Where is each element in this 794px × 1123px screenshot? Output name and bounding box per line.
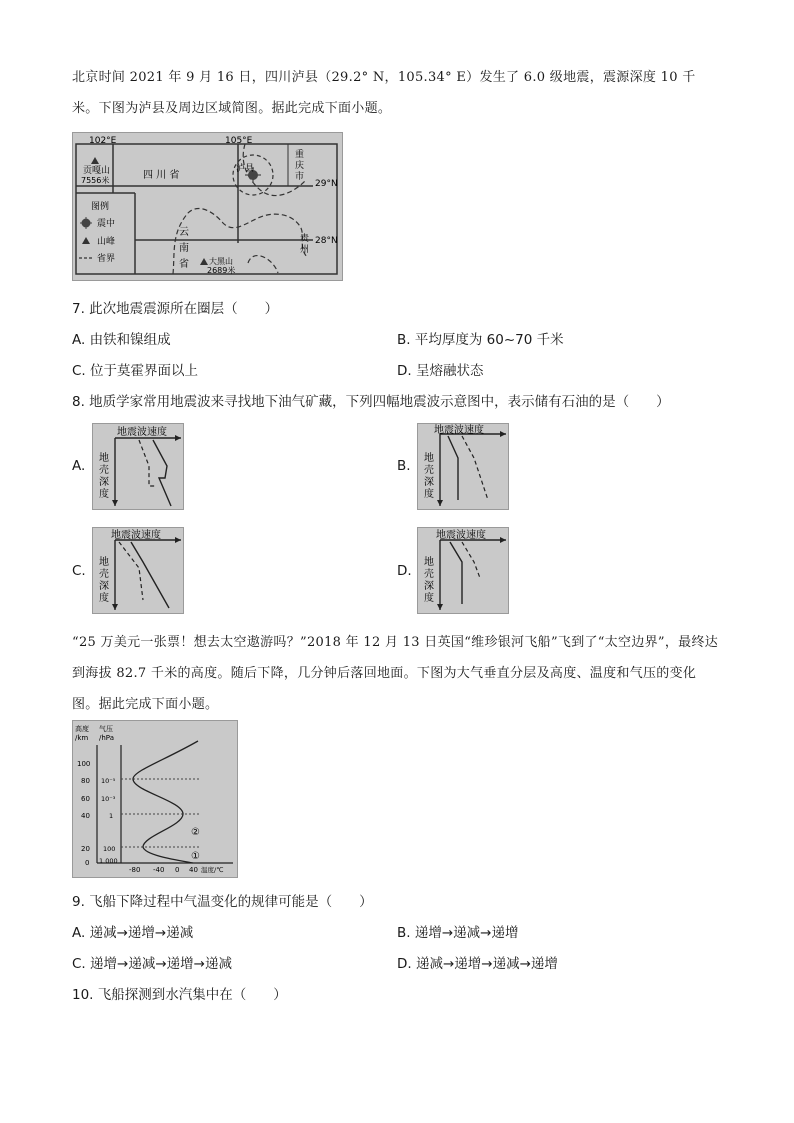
q7-option-b[interactable]: B. 平均厚度为 60~70 千米 [397, 332, 564, 348]
svg-text:0: 0 [85, 859, 90, 867]
svg-text:-80: -80 [129, 866, 141, 874]
q7-option-d[interactable]: D. 呈熔融状态 [397, 363, 484, 379]
svg-text:壳: 壳 [99, 569, 109, 580]
q8-figure-a [92, 423, 184, 510]
svg-text:10⁻⁵: 10⁻⁵ [101, 777, 116, 785]
layer-2-label: ② [191, 827, 200, 838]
q9-option-d[interactable]: D. 递减→递增→递减→递增 [397, 956, 558, 972]
city-chongqing-1: 重 [295, 150, 305, 160]
svg-text:气压: 气压 [99, 725, 113, 733]
q8-figure-c [92, 527, 184, 614]
lat-bottom: 28°N [315, 236, 338, 246]
province-guizhou-2: 州 [300, 245, 310, 255]
p-wave-line [153, 440, 171, 506]
svg-text:40: 40 [81, 812, 90, 820]
svg-text:地: 地 [424, 557, 434, 568]
q8-label-c[interactable]: C. [72, 563, 86, 579]
svg-text:地震波速度: 地震波速度 [436, 530, 486, 541]
layer-1-label: ① [191, 851, 200, 862]
svg-text:1 000: 1 000 [99, 857, 118, 865]
q7-option-c[interactable]: C. 位于莫霍界面以上 [72, 363, 199, 379]
svg-text:地: 地 [424, 453, 434, 464]
s-wave-line [462, 542, 480, 578]
legend-title: 图例 [91, 202, 110, 212]
q9-option-c[interactable]: C. 递增→递减→递增→递减 [72, 956, 232, 972]
svg-text:1: 1 [109, 812, 114, 820]
svg-text:/hPa: /hPa [99, 734, 114, 742]
peak-legend-icon [82, 237, 90, 244]
q8-label-d[interactable]: D. [397, 563, 412, 579]
q8-label-b[interactable]: B. [397, 458, 411, 474]
svg-text:地震波速度: 地震波速度 [111, 530, 161, 541]
svg-text:0: 0 [175, 866, 180, 874]
province-sichuan: 四 川 省 [143, 170, 180, 181]
svg-text:地震波速度: 地震波速度 [434, 425, 484, 436]
q10-stem: 10. 飞船探测到水汽集中在（ ） [72, 987, 287, 1003]
svg-text:深: 深 [99, 477, 109, 488]
svg-text:100: 100 [103, 845, 116, 853]
svg-text:40: 40 [189, 866, 198, 874]
s-wave-line [119, 542, 143, 600]
svg-text:-40: -40 [153, 866, 165, 874]
atmosphere-chart [72, 720, 238, 878]
p-wave-line [450, 542, 462, 604]
q7-stem: 7. 此次地震震源所在圈层（ ） [72, 301, 279, 317]
p-wave-line [448, 436, 458, 500]
svg-text:壳: 壳 [424, 569, 434, 580]
q9-option-a[interactable]: A. 递减→递增→递减 [72, 925, 194, 941]
svg-text:度: 度 [99, 489, 109, 500]
passage-2: “25 万美元一张票！想去太空遨游吗？”2018 年 12 月 13 日英国“维珍银河飞船”飞到了“太空边界”，最终达到海拔 82.7 千米的高度。随后下降，几分钟后落回地面。下图为大气垂直分层及高度、温度和气压的变化图。据此完成下面小题。 [72, 635, 719, 712]
legend-border: 省界 [97, 254, 116, 264]
peak-icon [200, 258, 208, 265]
q9-stem: 9. 飞船下降过程中气温变化的规律可能是（ ） [72, 894, 373, 910]
peak1-name: 贡嘎山 [83, 166, 111, 176]
legend-epicenter: 震中 [97, 219, 116, 229]
svg-text:度: 度 [424, 489, 434, 500]
svg-text:深: 深 [424, 581, 434, 592]
province-guizhou-1: 贵 [300, 234, 310, 244]
lon-right: 105°E [225, 136, 253, 146]
q8-stem: 8. 地质学家常用地震波来寻找地下油气矿藏，下列四幅地震波示意图中，表示储有石油的是（ ） [72, 394, 670, 410]
svg-text:地: 地 [99, 557, 109, 568]
p-wave-line [131, 542, 169, 608]
s-wave-line [139, 440, 155, 486]
province-yunnan-3: 省 [179, 259, 189, 270]
province-yunnan-1: 云 [179, 227, 189, 238]
q8-label-a[interactable]: A. [72, 458, 86, 474]
q9-option-b[interactable]: B. 递增→递减→递增 [397, 925, 519, 941]
peak2-height: 2689米 [207, 266, 236, 275]
svg-text:壳: 壳 [424, 465, 434, 476]
axis-speed: 地震波速度 [117, 427, 167, 438]
svg-text:100: 100 [77, 760, 91, 768]
peak1-height: 7556米 [81, 176, 110, 185]
city-luxian: 泸县 [236, 164, 255, 174]
svg-text:壳: 壳 [99, 465, 109, 476]
svg-text:深: 深 [99, 581, 109, 592]
temperature-curve [133, 741, 198, 863]
lat-top: 29°N [315, 179, 338, 189]
city-chongqing-3: 市 [295, 172, 305, 182]
q8-figure-b [417, 423, 509, 510]
svg-text:/km: /km [75, 734, 89, 742]
peak-icon [91, 157, 99, 164]
svg-text:温度/℃: 温度/℃ [201, 866, 224, 874]
svg-text:10⁻³: 10⁻³ [101, 795, 116, 803]
svg-text:高度: 高度 [75, 725, 89, 733]
svg-text:60: 60 [81, 795, 90, 803]
svg-text:20: 20 [81, 845, 90, 853]
svg-text:深: 深 [424, 477, 434, 488]
passage-1: 北京时间 2021 年 9 月 16 日，四川泸县（29.2° N，105.34° E）发生了 6.0 级地震，震源深度 10 千米。下图为泸县及周边区域简图。据此完成下面小题。 [72, 70, 696, 116]
svg-text:度: 度 [424, 593, 434, 604]
city-chongqing-2: 庆 [295, 161, 305, 171]
q7-option-a[interactable]: A. 由铁和镍组成 [72, 332, 171, 348]
svg-text:度: 度 [99, 593, 109, 604]
luxian-map [72, 132, 343, 281]
svg-text:地: 地 [99, 453, 109, 464]
peak2-name: 大黑山 [209, 257, 233, 266]
lon-left: 102°E [89, 136, 117, 146]
svg-text:80: 80 [81, 777, 90, 785]
province-yunnan-2: 南 [179, 243, 189, 254]
legend-peak: 山峰 [97, 237, 116, 247]
q8-figure-d [417, 527, 509, 614]
s-wave-line [462, 436, 488, 500]
